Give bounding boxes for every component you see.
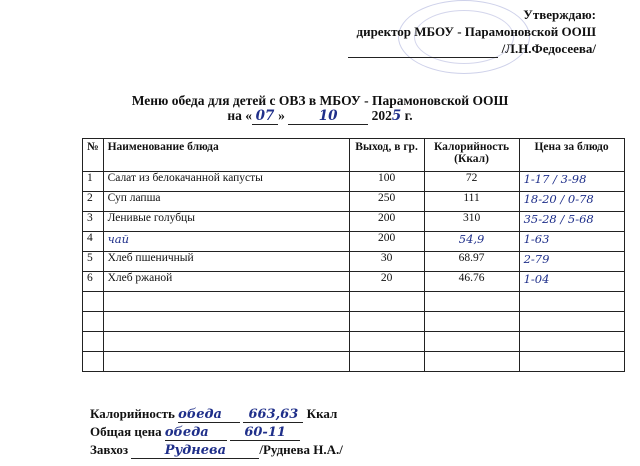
- row-dish-name: Ленивые голубцы: [103, 212, 349, 232]
- row-calories: 54,9: [424, 232, 519, 252]
- row-price: 2-79: [519, 252, 624, 272]
- row-calories: 111: [424, 192, 519, 212]
- row-number: 2: [83, 192, 104, 212]
- row-dish-name: Хлеб ржаной: [103, 272, 349, 292]
- date-month: 10: [288, 108, 368, 125]
- row-calories: 72: [424, 172, 519, 192]
- row-price: 18-20 / 0-78: [519, 192, 624, 212]
- footer-price: [90, 424, 300, 441]
- row-dish-name: Хлеб пшеничный: [103, 252, 349, 272]
- date-year-digit: 5: [391, 108, 402, 124]
- footer-manager: [90, 442, 343, 459]
- row-output: 200: [349, 232, 424, 252]
- approval-signature-line: [348, 40, 596, 58]
- row-calories: 68.97: [424, 252, 519, 272]
- calories-unit: Ккал: [306, 406, 338, 421]
- header-output: Выход, в гр.: [349, 139, 424, 172]
- table-row: [83, 212, 625, 232]
- row-dish-name: чай: [103, 232, 349, 252]
- footer-calories: [90, 406, 337, 423]
- manager-signature: Руднева: [131, 443, 259, 459]
- calories-label: Калорийность: [90, 406, 175, 421]
- row-number: 1: [83, 172, 104, 192]
- row-calories: 46.76: [424, 272, 519, 292]
- header-price: Цена за блюдо: [519, 139, 624, 172]
- manager-label: Завхоз: [90, 442, 129, 457]
- row-number: 3: [83, 212, 104, 232]
- signature-blank: [348, 40, 498, 58]
- row-calories: 310: [424, 212, 519, 232]
- row-price: 35-28 / 5-68: [519, 212, 624, 232]
- date-year-prefix: 202: [371, 108, 392, 123]
- approval-label: Утверждаю:: [523, 7, 596, 22]
- row-output: 100: [349, 172, 424, 192]
- empty-row: [83, 352, 625, 372]
- approval-name: /Л.Н.Федосеева/: [501, 41, 596, 56]
- table-row: [83, 272, 625, 292]
- row-dish-name: Салат из белокачанной капусты: [103, 172, 349, 192]
- approval-position: директор МБОУ - Парамоновской ООШ: [356, 24, 596, 39]
- row-number: 5: [83, 252, 104, 272]
- row-price: 1-17 / 3-98: [519, 172, 624, 192]
- row-output: 200: [349, 212, 424, 232]
- header-dish-name: Наименование блюда: [103, 139, 349, 172]
- row-output: 30: [349, 252, 424, 272]
- row-number: 6: [83, 272, 104, 292]
- date-year-suffix: г.: [404, 108, 413, 123]
- header-calories: Калорийность (Ккал): [424, 139, 519, 172]
- menu-table: [82, 138, 625, 372]
- empty-row: [83, 312, 625, 332]
- row-dish-name: Суп лапша: [103, 192, 349, 212]
- table-row: [83, 172, 625, 192]
- manager-name: /Руднева Н.А./: [259, 442, 343, 457]
- table-row: [83, 252, 625, 272]
- price-value: 60-11: [230, 425, 300, 441]
- empty-row: [83, 292, 625, 312]
- date-prefix: на «: [227, 108, 253, 123]
- document-title: Меню обеда для детей с ОВЗ в МБОУ - Парамоновской ООШ: [131, 93, 509, 108]
- empty-row: [83, 332, 625, 352]
- table-row: [83, 192, 625, 212]
- row-number: 4: [83, 232, 104, 252]
- calories-word: обеда: [178, 407, 240, 423]
- price-label: Общая цена: [90, 424, 162, 439]
- calories-value: 663,63: [243, 407, 303, 423]
- row-output: 250: [349, 192, 424, 212]
- row-price: 1-63: [519, 232, 624, 252]
- price-word: обеда: [165, 425, 227, 441]
- header-number: №: [83, 139, 104, 172]
- date-mid: »: [278, 108, 285, 123]
- table-header-row: [83, 139, 625, 172]
- document-date: [0, 108, 640, 125]
- row-output: 20: [349, 272, 424, 292]
- date-day: 07: [252, 108, 278, 125]
- row-price: 1-04: [519, 272, 624, 292]
- table-row: [83, 232, 625, 252]
